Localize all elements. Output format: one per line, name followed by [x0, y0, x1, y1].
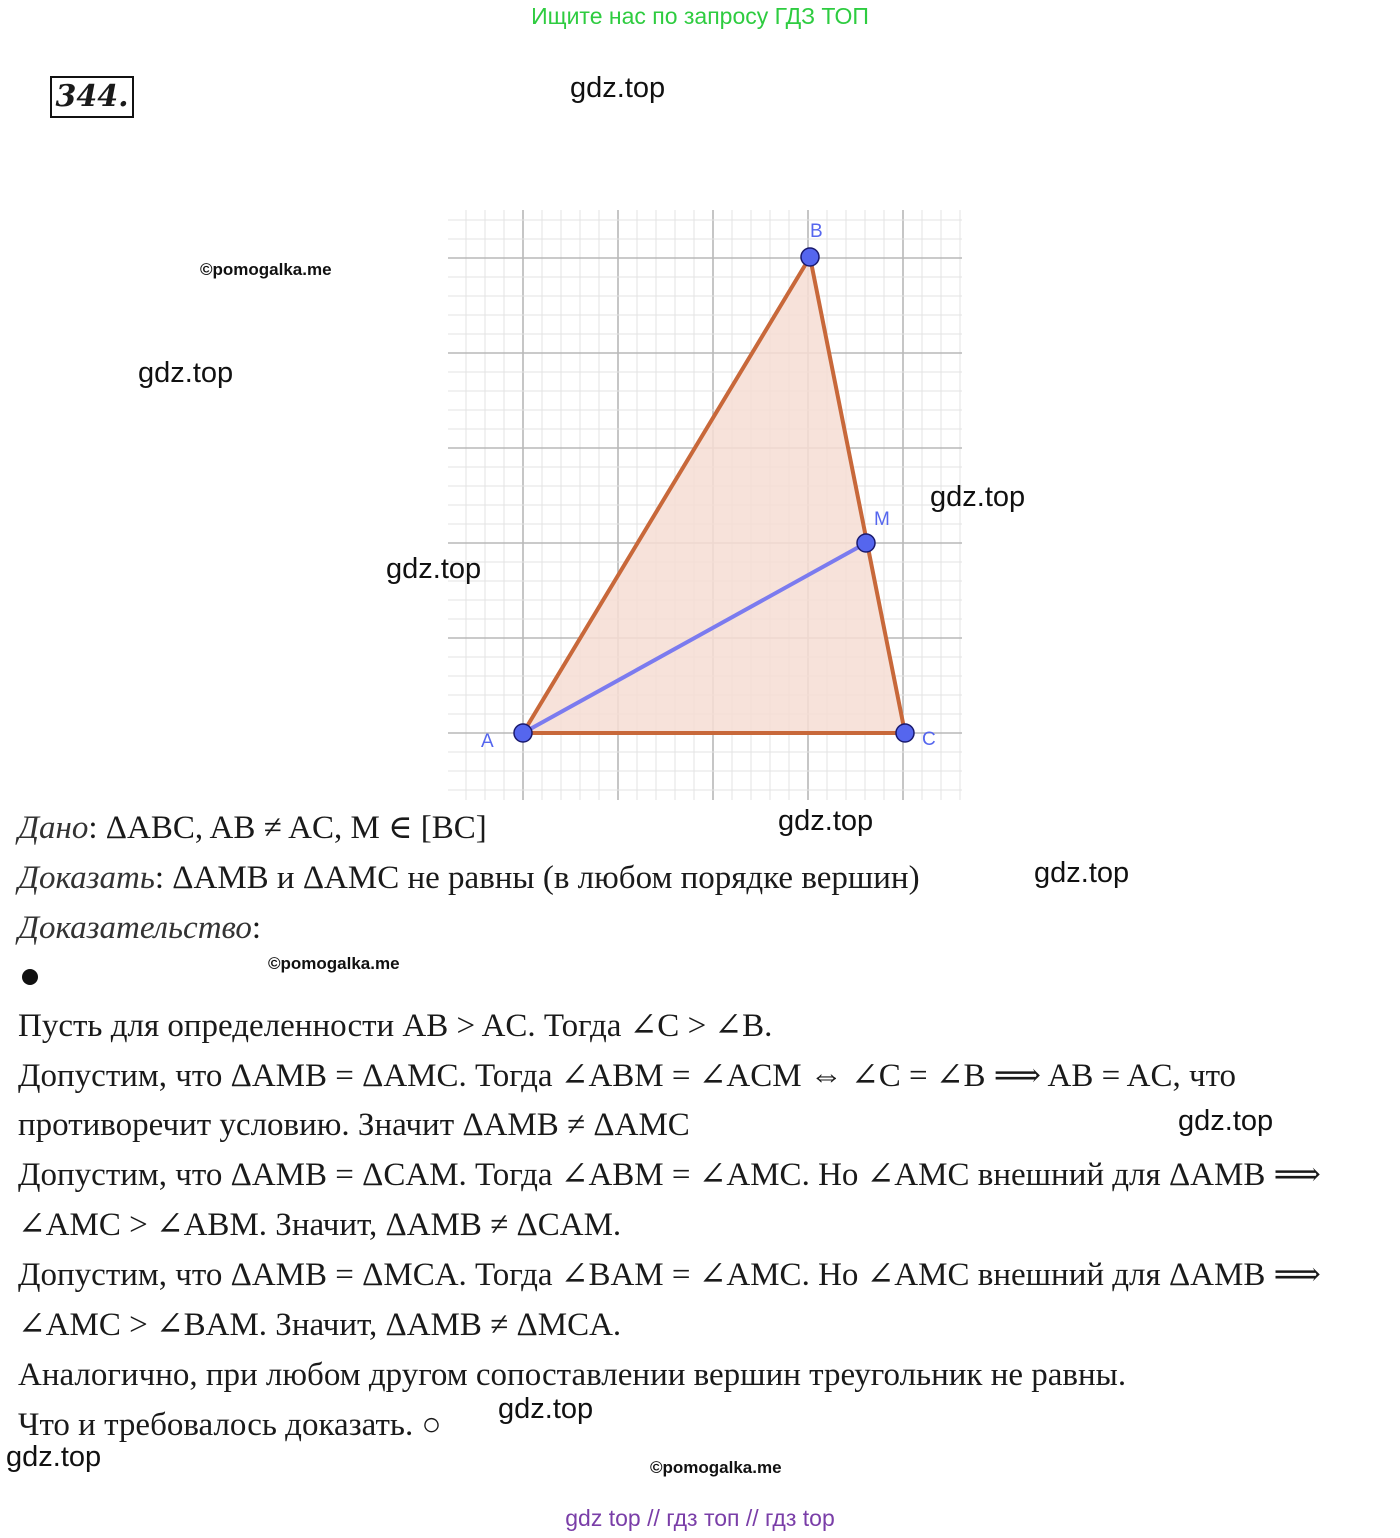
triangle-figure: [448, 210, 962, 800]
label-c: C: [922, 729, 936, 750]
watermark: gdz.top: [6, 1441, 102, 1473]
watermark: gdz.top: [930, 481, 1026, 513]
label-b: B: [810, 221, 823, 242]
point-m: [857, 534, 875, 552]
watermark: gdz.top: [1178, 1105, 1274, 1137]
given-expression: : ΔABC, AB ≠ AC, M ∈ [BC]: [88, 810, 487, 846]
proof-line: ∠AMC > ∠ABM. Значит, ΔAMB ≠ ΔCAM.: [18, 1207, 622, 1243]
watermark: ©pomogalka.me: [650, 1458, 782, 1477]
bullet-icon: [22, 969, 38, 985]
label-a: A: [481, 731, 494, 752]
given-label: Дано: [18, 810, 89, 846]
proof-line: Допустим, что ΔAMB = ΔAMC. Тогда ∠ABM = ∠ACM ⇔ ∠C = ∠B ⟹ AB = AC, что: [18, 1058, 1237, 1094]
watermark: gdz.top: [1034, 857, 1130, 889]
search-banner: Ищите нас по запросу ГДЗ ТОП: [531, 3, 869, 29]
point-b: [801, 248, 819, 266]
proof-colon: :: [251, 910, 262, 946]
proof-line: Что и требовалось доказать. ○: [18, 1407, 442, 1443]
proof-line: Допустим, что ΔAMB = ΔMCA. Тогда ∠BAM = ∠AMC. Но ∠AMC внешний для ΔAMB ⟹: [18, 1257, 1321, 1293]
watermark: ©pomogalka.me: [200, 260, 332, 279]
proof-line: Аналогично, при любом другом сопоставлении вершин треугольник не равны.: [18, 1357, 1127, 1393]
watermark: gdz.top: [138, 357, 234, 389]
point-c: [896, 724, 914, 742]
prove-expression: : ΔAMB и ΔAMC не равны (в любом порядке вершин): [154, 860, 920, 896]
watermark: ©pomogalka.me: [268, 954, 400, 973]
proof-line: Допустим, что ΔAMB = ΔCAM. Тогда ∠ABM = ∠AMC. Но ∠AMC внешний для ΔAMB ⟹: [18, 1157, 1321, 1193]
proof-line: Пусть для определенности AB > AC. Тогда ∠C > ∠B.: [18, 1008, 773, 1044]
proof-line: ∠AMC > ∠BAM. Значит, ΔAMB ≠ ΔMCA.: [18, 1307, 622, 1343]
proof-line: противоречит условию. Значит ΔAMB ≠ ΔAMC: [18, 1107, 690, 1143]
proof-label: Доказательство: [18, 910, 252, 946]
task-number: 344.: [50, 76, 134, 118]
proof-heading: [18, 908, 261, 948]
footer-links: gdz top // гдз топ // гдз top: [565, 1505, 835, 1531]
point-a: [514, 724, 532, 742]
watermark: gdz.top: [386, 553, 482, 585]
watermark: gdz.top: [778, 805, 874, 837]
prove-label: Доказать: [18, 860, 155, 896]
label-m: M: [874, 509, 890, 530]
watermark: gdz.top: [498, 1393, 594, 1425]
prove-line: [18, 858, 920, 898]
given-line: [18, 808, 487, 848]
watermark: gdz.top: [570, 72, 666, 104]
